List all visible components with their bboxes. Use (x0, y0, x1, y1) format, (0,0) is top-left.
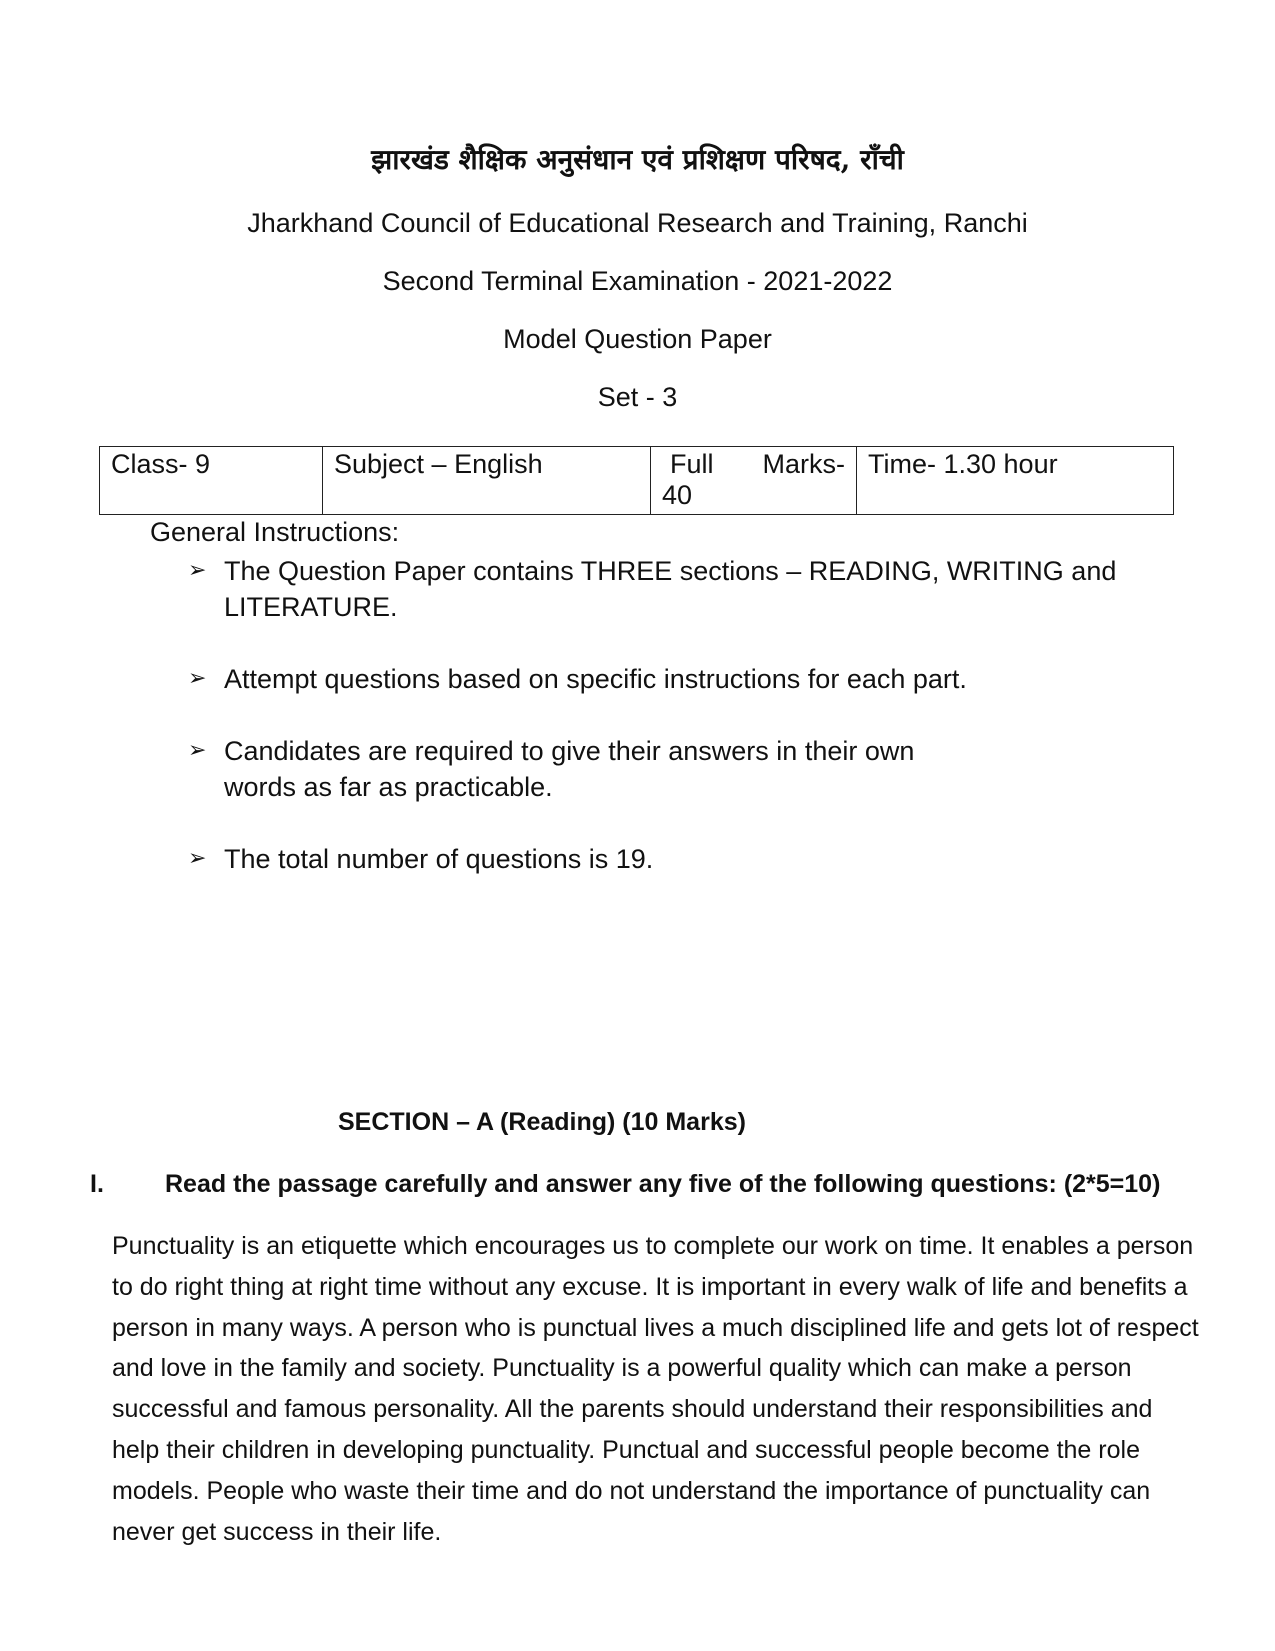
question-text: Read the passage carefully and answer any five of the following questions: (2*5=10) (165, 1170, 1161, 1198)
set-number: Set - 3 (597, 382, 678, 412)
arrow-bullet-icon: ➢ (188, 558, 207, 583)
arrow-bullet-icon: ➢ (188, 846, 207, 871)
subject-cell: Subject – English (323, 447, 651, 515)
general-instructions-title: General Instructions: (150, 517, 400, 547)
arrow-bullet-icon: ➢ (188, 738, 207, 763)
arrow-bullet-icon: ➢ (188, 666, 207, 691)
instruction-item (188, 661, 1208, 697)
instruction-item (188, 553, 1208, 625)
time-cell: Time- 1.30 hour (857, 447, 1174, 515)
section-a-title: SECTION – A (Reading) (10 Marks) (338, 1108, 746, 1136)
instructions-list (188, 553, 1208, 913)
instruction-text: The Question Paper contains THREE sections – READING, WRITING and LITERATURE. (224, 556, 1117, 622)
instruction-item (188, 841, 1208, 877)
class-cell: Class- 9 (100, 447, 323, 515)
reading-passage: Punctuality is an etiquette which encourages us to complete our work on time. It enables a person to do right thing at right time without any excuse. It is important in every walk of life and benefits a person in many ways. A person who is punctual lives a much disciplined life and gets lot of respect and love in the family and society. Punctuality is a powerful quality which can make a person successful and famous personality. All the parents should understand their responsibilities and help their children in developing punctuality. Punctual and successful people become the role models. People who waste their time and do not understand the importance of punctuality can never get success in their life. (112, 1232, 1199, 1546)
question-number: I. (90, 1170, 104, 1198)
organization-name: Jharkhand Council of Educational Research and Training, Ranchi (247, 208, 1028, 238)
exam-info-row (100, 447, 1174, 515)
hindi-title: झारखंड शैक्षिक अनुसंधान एवं प्रशिक्षण परिषद, राँची (371, 143, 904, 176)
full-marks-label (662, 449, 845, 480)
full-word: Full (670, 449, 714, 479)
instruction-text: Attempt questions based on specific instructions for each part. (224, 664, 967, 694)
full-marks-cell (651, 447, 857, 515)
exam-info-table (99, 446, 1174, 515)
marks-word: Marks- (762, 449, 845, 479)
full-marks-value: 40 (662, 480, 693, 510)
instruction-text: The total number of questions is 19. (224, 844, 654, 874)
paper-type: Model Question Paper (503, 324, 772, 354)
instruction-text: Candidates are required to give their answers in their own words as far as practicable. (224, 736, 915, 802)
exam-title: Second Terminal Examination - 2021-2022 (382, 266, 893, 296)
instruction-item (188, 733, 1208, 805)
